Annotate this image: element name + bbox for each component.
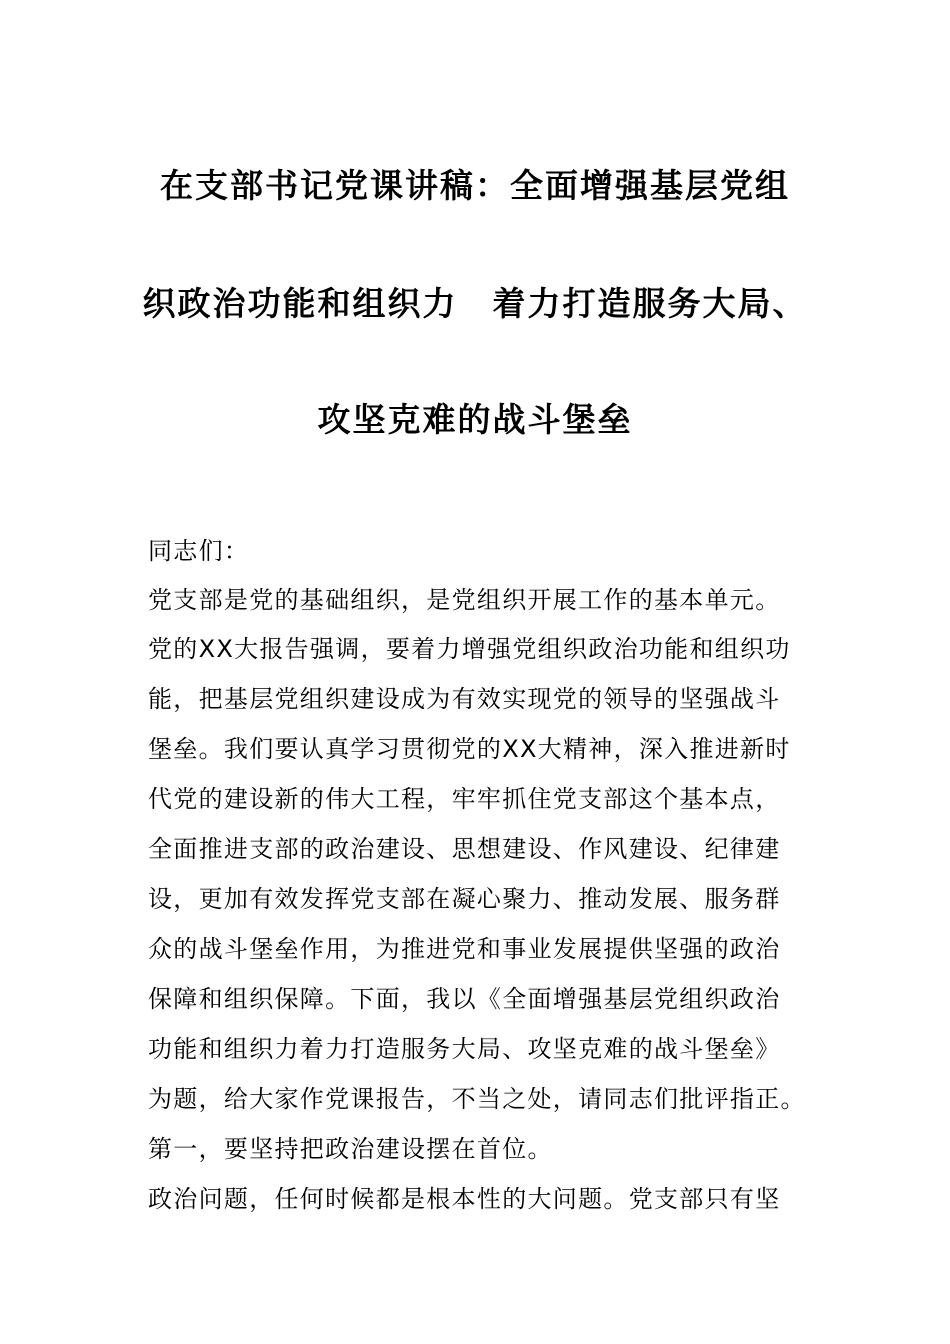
body-line: 保障和组织保障。下面，我以《全面增强基层党组织政治 (148, 985, 781, 1013)
body-line: 政治问题，任何时候都是根本性的大问题。党支部只有坚 (148, 1185, 781, 1213)
body-line: 众的战斗堡垒作用，为推进党和事业发展提供坚强的政治 (148, 935, 781, 963)
body-line: 能，把基层党组织建设成为有效实现党的领导的坚强战斗 (148, 685, 781, 713)
document-title-line-1: 在支部书记党课讲稿：全面增强基层党组 (160, 166, 790, 205)
body-line: 代党的建设新的伟大工程，牢牢抓住党支部这个基本点， (148, 785, 781, 813)
body-line: 堡垒。我们要认真学习贯彻党的XX大精神，深入推进新时 (148, 735, 791, 763)
document-title-line-2: 织政治功能和组织力 着力打造服务大局、 (142, 284, 808, 323)
body-line: 为题，给大家作党课报告，不当之处，请同志们批评指正。 (148, 1085, 806, 1113)
body-line: 党的XX大报告强调，要着力增强党组织政治功能和组织功 (148, 635, 791, 663)
body-line: 设，更加有效发挥党支部在凝心聚力、推动发展、服务群 (148, 885, 781, 913)
salutation: 同志们： (148, 537, 250, 565)
section-heading: 第一，要坚持把政治建设摆在首位。 (148, 1135, 553, 1163)
body-line: 功能和组织力着力打造服务大局、攻坚克难的战斗堡垒》 (148, 1035, 781, 1063)
body-line: 全面推进支部的政治建设、思想建设、作风建设、纪律建 (148, 835, 781, 863)
body-line: 党支部是党的基础组织，是党组织开展工作的基本单元。 (148, 586, 781, 614)
document-title-line-3: 攻坚克难的战斗堡垒 (317, 400, 633, 439)
